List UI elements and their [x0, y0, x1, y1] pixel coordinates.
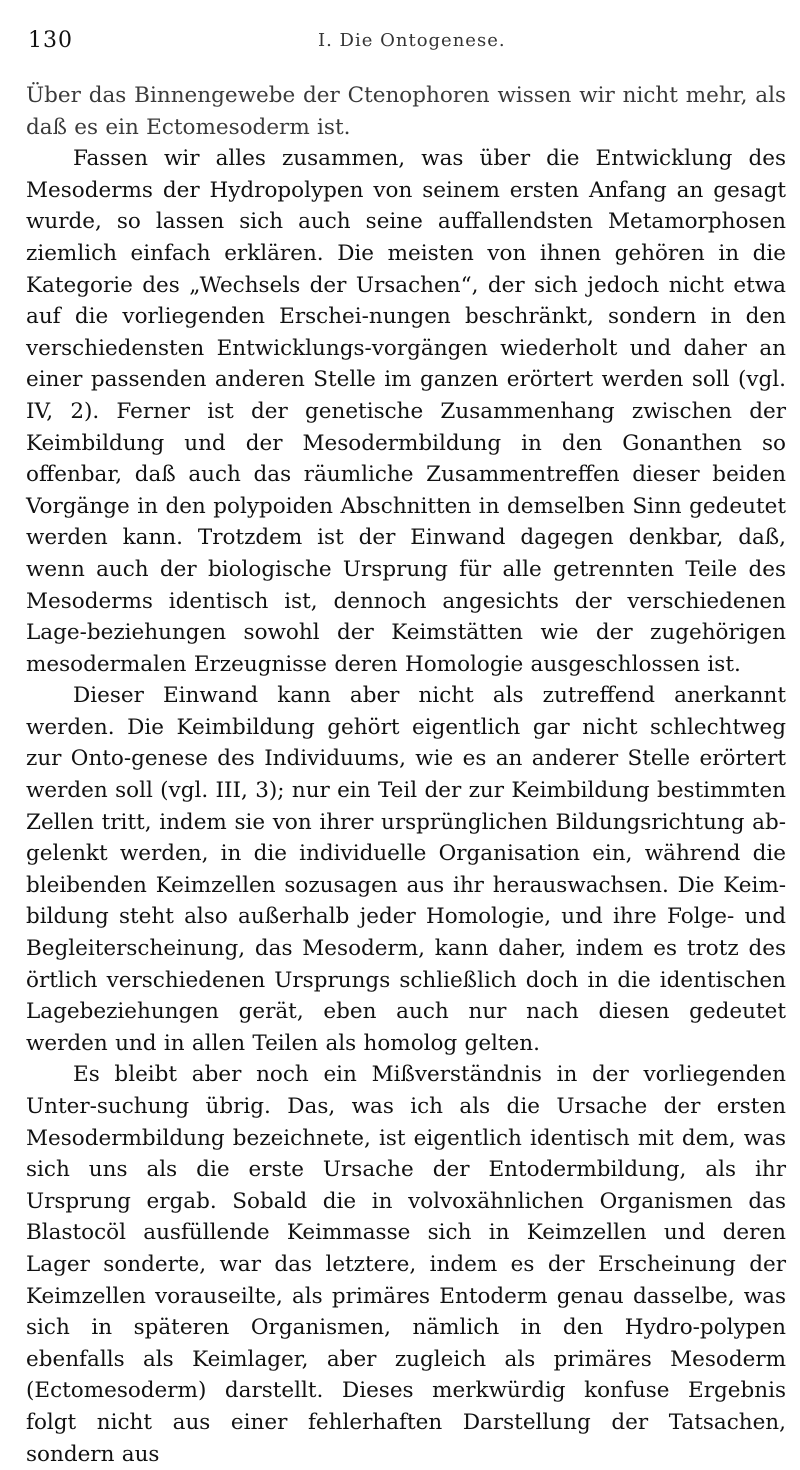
paragraph-3: Dieser Einwand kann aber nicht als zutreffend anerkannt werden. Die Keimbildung gehört eigentlich gar nicht schlechtweg zur Onto-genese des Individuums, wie es an anderer Stelle erörtert werden soll (vgl. III, 3); nur ein Teil der zur Keimbildung bestimmten Zellen tritt, indem sie von ihrer ursprünglichen Bildungsrichtung ab-gelenkt werden, in die individuelle Organisation ein, während die bleibenden Keimzellen sozusagen aus ihr herauswachsen. Die Keim-bildung steht also außerhalb jeder Homologie, und ihre Folge- und Begleiterscheinung, das Mesoderm, kann daher, indem es trotz des örtlich verschiedenen Ursprungs schließlich doch in die identischen Lagebeziehungen gerät, eben auch nur nach diesen gedeutet werden und in allen Teilen als homolog gelten. [26, 683, 786, 1056]
running-title: I. Die Ontogenese. [318, 30, 506, 51]
paragraph-2: Fassen wir alles zusammen, was über die Entwicklung des Mesoderms der Hydropolypen von seinem ersten Anfang an gesagt wurde, so lassen sich auch seine auffallendsten Metamorphosen ziemlich einfach erklären. Die meisten von ihnen gehören in die Kategorie des „Wechsels der Ursachen“, der sich jedoch nicht etwa auf die vorliegenden Erschei-nungen beschränkt, sondern in den verschiedensten Entwicklungs-vorgängen wiederholt und daher an einer passenden anderen Stelle im ganzen erörtert werden soll (vgl. IV, 2). Ferner ist der genetische Zusammenhang zwischen der Keimbildung und der Mesodermbildung in den Gonanthen so offenbar, daß auch das räumliche Zusammentreffen dieser beiden Vorgänge in den polypoiden Abschnitten in demselben Sinn gedeutet werden kann. Trotzdem ist der Einwand dagegen denkbar, daß, wenn auch der biologische Ursprung für alle getrennten Teile des Mesoderms identisch ist, dennoch angesichts der verschiedenen Lage-beziehungen sowohl der Keimstätten wie der zugehörigen mesodermalen Erzeugnisse deren Homologie ausgeschlossen ist. [26, 146, 786, 677]
book-page [26, 28, 786, 1470]
page-number: 130 [28, 28, 73, 53]
running-head [26, 28, 786, 62]
paragraph-1: Über das Binnengewebe der Ctenophoren wissen wir nicht mehr, als daß es ein Ectomesoderm ist. [26, 83, 786, 140]
paragraph-4: Es bleibt aber noch ein Mißverständnis in der vorliegenden Unter-suchung übrig. Das, was ich als die Ursache der ersten Mesodermbildung bezeichnete, ist eigentlich identisch mit dem, was sich uns als die erste Ursache der Entodermbildung, als ihr Ursprung ergab. Sobald die in volvoxähnlichen Organismen das Blastocöl ausfüllende Keimmasse sich in Keimzellen und deren Lager sonderte, war das letztere, indem es der Erscheinung der Keimzellen vorauseilte, als primäres Entoderm genau dasselbe, was sich in späteren Organismen, nämlich in den Hydro-polypen ebenfalls als Keimlager, aber zugleich als primäres Mesoderm (Ectomesoderm) darstellt. Dieses merkwürdig konfuse Ergebnis folgt nicht aus einer fehlerhaften Darstellung der Tatsachen, sondern aus [26, 1062, 786, 1467]
